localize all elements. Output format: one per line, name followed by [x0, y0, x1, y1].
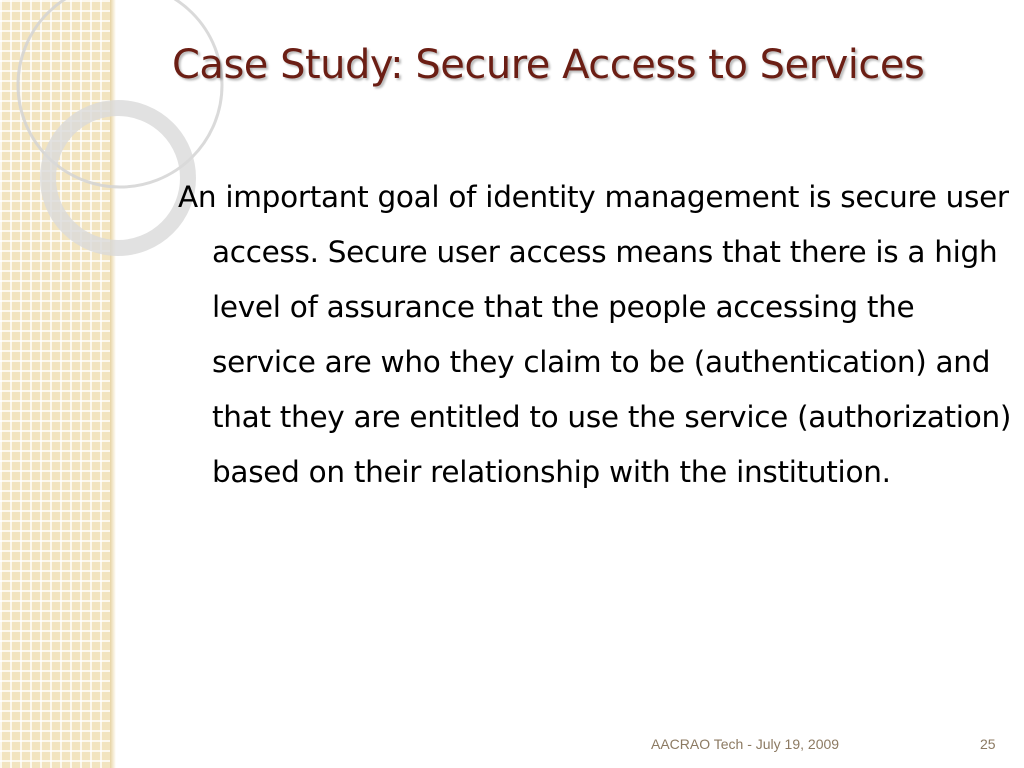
slide-title: Case Study: Secure Access to Services	[172, 42, 925, 88]
slide-page-number: 25	[980, 736, 996, 752]
slide-footer: AACRAO Tech - July 19, 2009	[651, 736, 840, 752]
slide-body-text: An important goal of identity management is secure user access. Secure user access means that there is a high level of assurance that the people accessing the service are who they claim to be (authentication) and that they are entitled to use the service (authorization) based on their relationship with the institution.	[178, 180, 1012, 489]
ring-lower	[48, 108, 188, 248]
